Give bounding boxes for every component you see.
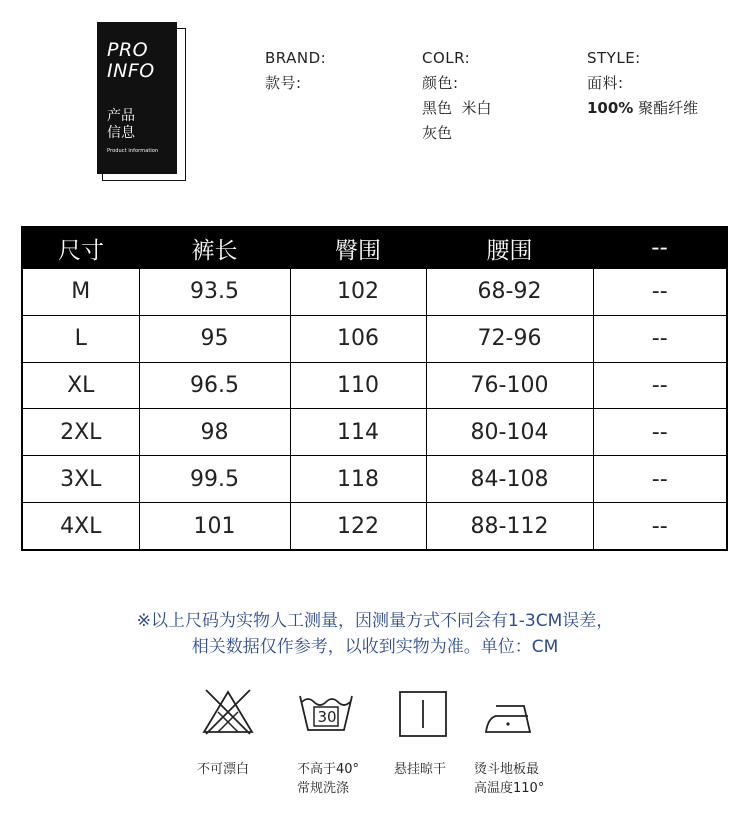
hip-cell: 102 [290,269,426,316]
size-table [21,226,728,551]
length-cell: 98 [139,409,290,456]
header-extra: -- [593,227,727,269]
length-cell: 96.5 [139,362,290,409]
wash-temp-text: 30 [317,708,337,726]
badge-side [177,28,186,180]
length-cell: 93.5 [139,269,290,316]
wash-30-icon [298,690,354,736]
size-cell: XL [22,362,139,409]
size-cell: L [22,315,139,362]
extra-cell: -- [593,409,727,456]
size-cell: 2XL [22,409,139,456]
iron-label-line2: 高温度110° [474,781,545,796]
size-cell: 4XL [22,503,139,550]
badge-bottom [102,174,186,181]
hip-cell: 114 [290,409,426,456]
color-values-2: 灰色 [422,124,453,142]
no-bleach-icon [200,688,256,736]
hang-dry-label: 悬挂晾干 [394,762,447,777]
brand-block [265,47,326,94]
extra-cell: -- [593,362,727,409]
badge-cn-line1: 产品 [107,108,135,124]
color-block [422,47,492,144]
hip-cell: 122 [290,503,426,550]
waist-cell: 88-112 [426,503,593,550]
table-row [22,269,727,316]
measurement-note-line1: ※以上尺码为实物人工测量，因测量方式不同会有1-3CM误差， [136,611,614,631]
fabric-value [587,97,698,119]
badge-en-text: Product information [107,148,159,154]
header-size: 尺寸 [22,227,139,269]
color-values-1: 黑色 米白 [422,99,492,117]
color-label: COLR: [422,49,471,67]
pro-info-badge [97,22,189,182]
table-row [22,409,727,456]
badge-front [97,22,177,174]
wash-label-line1: 不高于40° [297,762,360,777]
table-row [22,456,727,503]
hip-cell: 110 [290,362,426,409]
table-row [22,315,727,362]
fabric-percent: 100% [587,99,634,117]
length-cell: 95 [139,315,290,362]
style-label: STYLE: [587,49,641,67]
waist-cell: 72-96 [426,315,593,362]
measurement-note-line2: 相关数据仅作参考，以收到实物为准。单位：CM [191,637,559,657]
iron-label [474,760,544,798]
no-bleach-label: 不可漂白 [197,762,250,777]
waist-cell: 80-104 [426,409,593,456]
extra-cell: -- [593,315,727,362]
table-row [22,503,727,550]
extra-cell: -- [593,269,727,316]
extra-cell: -- [593,503,727,550]
header-hip: 臀围 [290,227,426,269]
size-cell: 3XL [22,456,139,503]
waist-cell: 68-92 [426,269,593,316]
table-header-row [22,227,727,269]
hip-cell: 118 [290,456,426,503]
hang-dry-icon [398,690,448,738]
waist-cell: 76-100 [426,362,593,409]
wash-label [297,760,359,798]
iron-label-line1: 烫斗地板最 [474,762,540,777]
badge-info-text: INFO [107,60,155,82]
brand-label: BRAND: [265,49,327,67]
badge-cn-line2: 信息 [107,125,135,141]
style-block [587,47,698,119]
header-length: 裤长 [139,227,290,269]
extra-cell: -- [593,456,727,503]
hip-cell: 106 [290,315,426,362]
length-cell: 99.5 [139,456,290,503]
iron-icon [484,698,538,734]
length-cell: 101 [139,503,290,550]
size-cell: M [22,269,139,316]
header-waist: 腰围 [426,227,593,269]
fabric-material: 聚酯纤维 [633,99,699,117]
table-row [22,362,727,409]
fabric-label: 面料: [587,74,624,92]
style-number-label: 款号: [265,74,302,92]
color-cn-label: 颜色: [422,74,459,92]
wash-label-line2: 常规洗涤 [297,781,350,796]
waist-cell: 84-108 [426,456,593,503]
badge-pro-text: PRO [107,39,149,61]
